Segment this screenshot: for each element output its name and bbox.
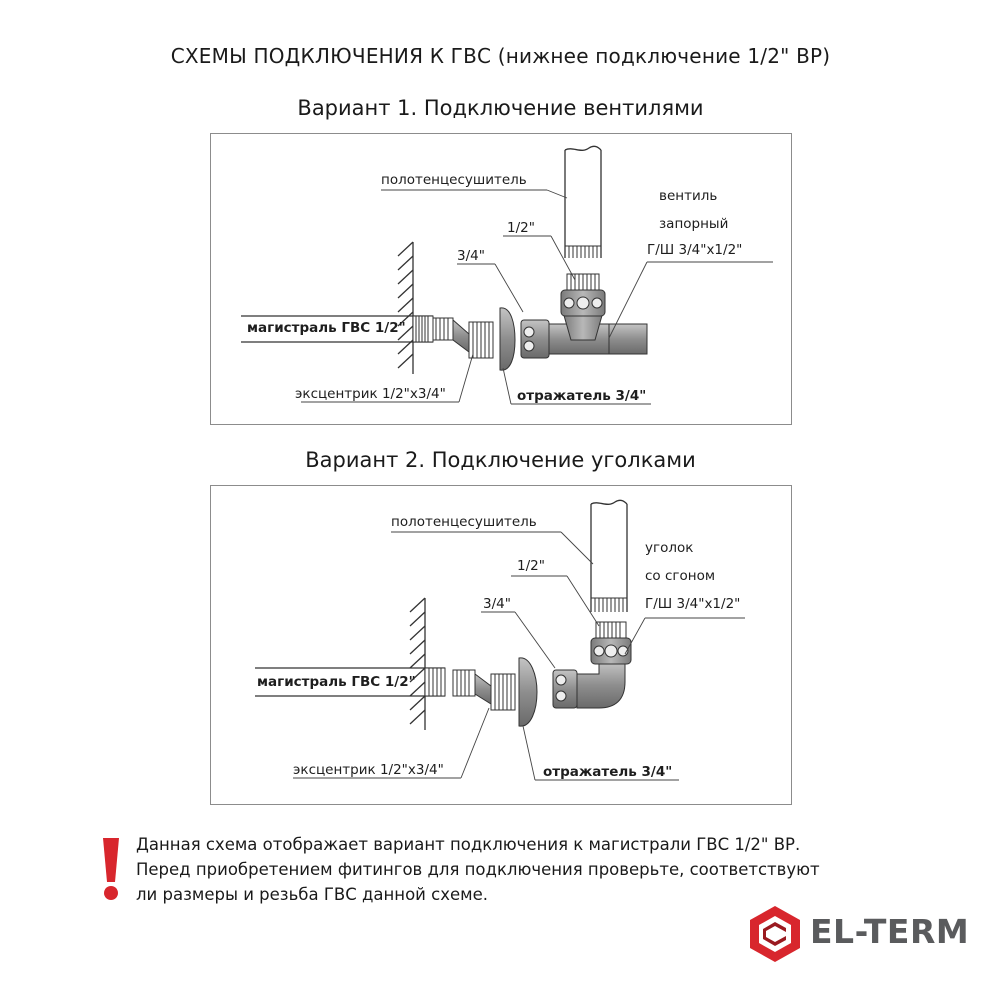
v1-half-inch-label: 1/2" bbox=[507, 220, 535, 236]
v1-eccentric-label: эксцентрик 1/2"х3/4" bbox=[295, 386, 446, 402]
notice-text bbox=[136, 832, 936, 907]
v1-valve-label-2: запорный bbox=[659, 216, 729, 232]
reflector bbox=[500, 308, 515, 370]
v2-half-inch-label: 1/2" bbox=[517, 558, 545, 574]
warning-exclamation-icon bbox=[96, 836, 126, 902]
reflector bbox=[519, 658, 537, 726]
v2-three-quarter-label: 3/4" bbox=[483, 596, 511, 612]
v2-towel-dryer-label: полотенцесушитель bbox=[391, 514, 537, 530]
v1-valve-label-3: Г/Ш 3/4"х1/2" bbox=[647, 242, 743, 258]
v2-angle-label-2: со сгоном bbox=[645, 568, 716, 584]
eccentric bbox=[453, 670, 515, 710]
v2-angle-label-3: Г/Ш 3/4"х1/2" bbox=[645, 596, 741, 612]
v1-reflector-label: отражатель 3/4" bbox=[517, 388, 647, 404]
page-title: СХЕМЫ ПОДКЛЮЧЕНИЯ К ГВС (нижнее подключение 1/2" ВР) bbox=[170, 44, 831, 68]
notice-line-3: ли размеры и резьба ГВС данной схеме. bbox=[136, 885, 488, 904]
angle-fitting bbox=[553, 622, 631, 708]
variant2-title: Вариант 2. Подключение уголками bbox=[305, 448, 696, 472]
v2-reflector-label: отражатель 3/4" bbox=[543, 764, 673, 780]
v1-valve-label-1: вентиль bbox=[659, 188, 718, 204]
notice-line-2: Перед приобретением фитингов для подключения проверьте, соответствуют bbox=[136, 860, 820, 879]
eccentric bbox=[433, 318, 493, 358]
variant2-drawing bbox=[211, 486, 791, 804]
v2-main-line-label: магистраль ГВС 1/2" bbox=[257, 674, 416, 690]
towel-dryer-pipe bbox=[591, 500, 627, 612]
wall bbox=[410, 598, 425, 730]
v1-towel-dryer-label: полотенцесушитель bbox=[381, 172, 527, 188]
variant2-diagram bbox=[210, 485, 792, 805]
v1-main-line-label: магистраль ГВС 1/2" bbox=[247, 320, 406, 336]
wall bbox=[398, 242, 413, 374]
brand-name: EL-TERM bbox=[810, 912, 970, 951]
towel-dryer-pipe bbox=[565, 146, 601, 258]
v2-angle-label-1: уголок bbox=[645, 540, 694, 556]
notice-line-1: Данная схема отображает вариант подключения к магистрали ГВС 1/2" ВР. bbox=[136, 835, 801, 854]
v2-eccentric-label: эксцентрик 1/2"х3/4" bbox=[293, 762, 444, 778]
variant1-diagram bbox=[210, 133, 792, 425]
v1-three-quarter-label: 3/4" bbox=[457, 248, 485, 264]
shutoff-valve bbox=[521, 274, 647, 358]
variant1-title: Вариант 1. Подключение вентилями bbox=[297, 96, 704, 120]
